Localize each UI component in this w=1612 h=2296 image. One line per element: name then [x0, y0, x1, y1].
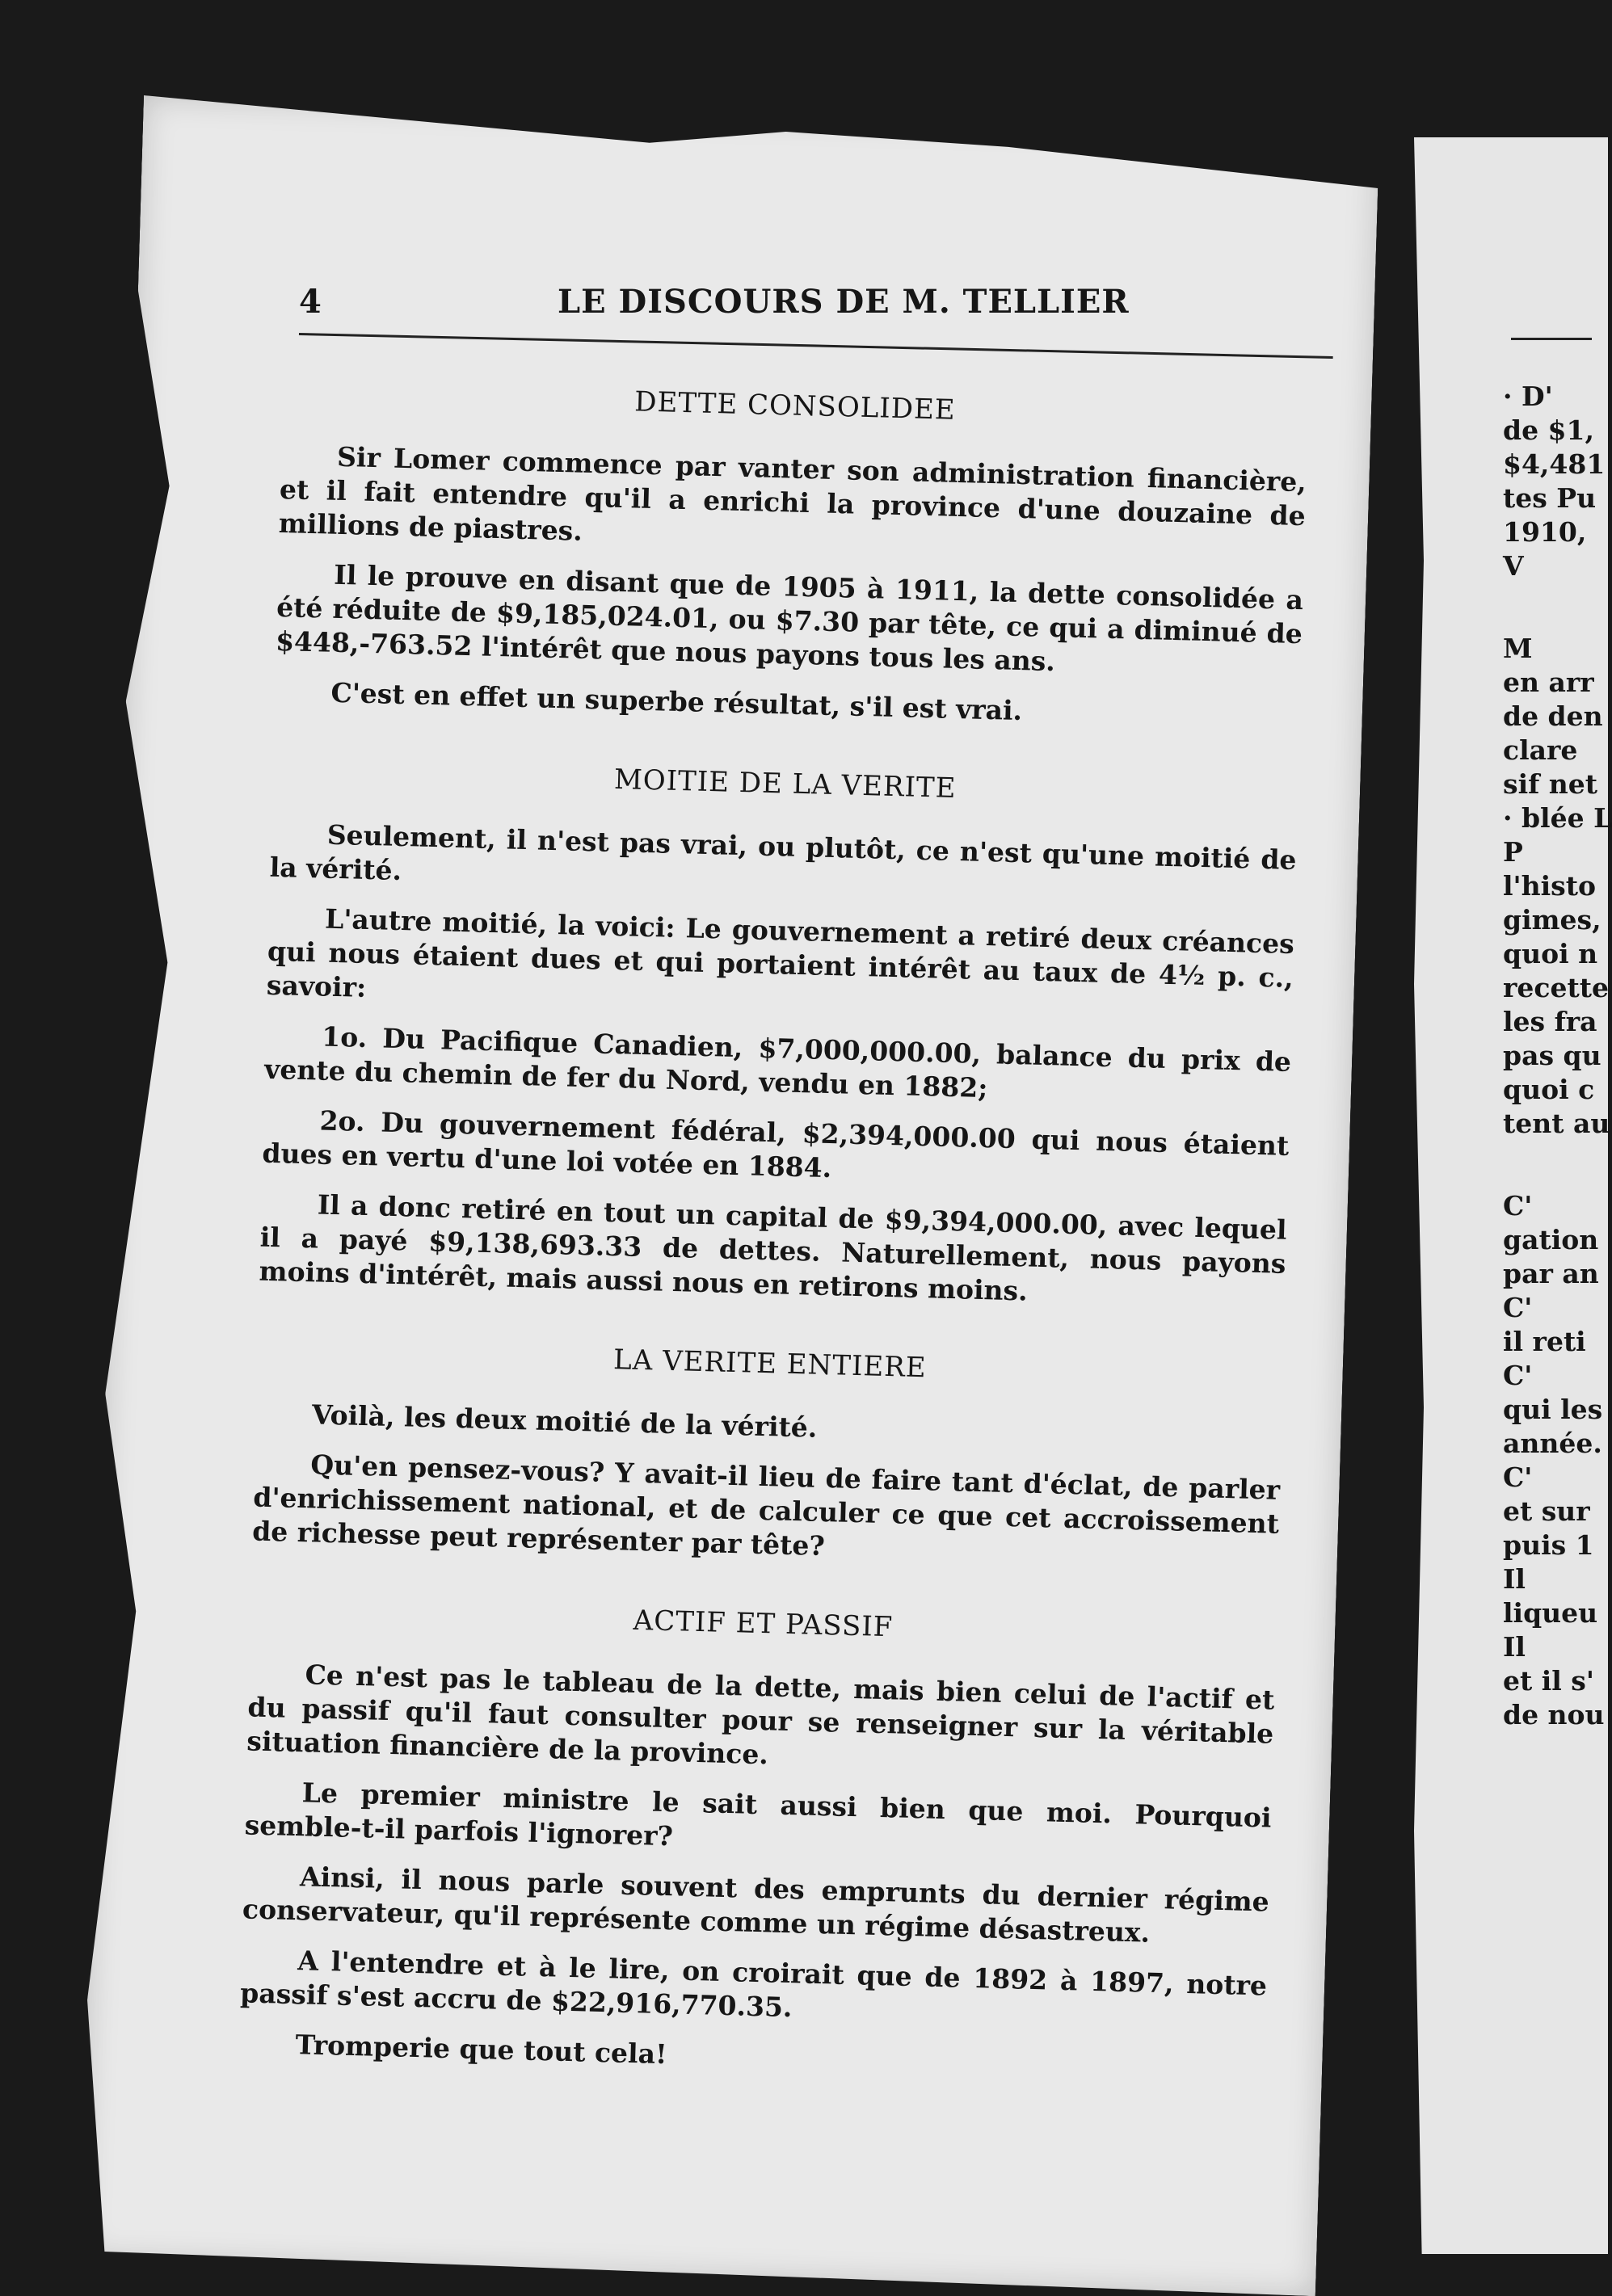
paragraph: Sir Lomer commence par vanter son administration financière, et il fait entendre qu'il a enrichi la province d'une douzaine de millions de piastres. [278, 440, 1307, 547]
section-heading: MOITIE DE LA VERITE [613, 763, 957, 805]
paragraph: Seulement, il n'est pas vrai, ou plutôt, ce n'est qu'une moitié de la vérité. [269, 818, 1297, 887]
right-page-fragment: de den [1503, 700, 1603, 732]
right-page-fragment: P [1503, 836, 1523, 868]
paragraph: 1o. Du Pacifique Canadien, $7,000,000.00, balance du prix de vente du chemin de fer du Nord, vendu en 1882; [263, 1020, 1292, 1104]
right-page-fragment: V [1503, 550, 1524, 582]
right-page-fragment: tent au [1503, 1108, 1610, 1139]
section-actif-et-passif [238, 1593, 1277, 2087]
right-page-fragment [1503, 583, 1600, 632]
paragraph: L'autre moitié, la voici: Le gouvernement a retiré deux créances qui nous étaient dues et qui portaient intérêt au taux de 4½ p. c., savoir: [266, 902, 1295, 1003]
right-page-fragment: quoi c [1503, 1074, 1595, 1105]
right-page-fragment: en arr [1503, 667, 1594, 698]
right-page-fragment: tes Pu [1503, 482, 1597, 514]
page-header [299, 283, 1333, 331]
right-page-fragment: année. [1503, 1428, 1602, 1459]
paragraph: Il le prouve en disant que de 1905 à 1911, la dette consolidée a été réduite de $9,185,024.01, ou $7.30 par tête, ce qui a diminué de $448,-763.52 l'intérêt que nous payons tous les ans. [275, 558, 1304, 678]
right-page-fragment: · D' [1503, 381, 1553, 412]
right-page-fragment: liqueu [1503, 1597, 1598, 1629]
right-page-fragment: gimes, [1503, 904, 1601, 936]
right-page-fragment: l'histo [1503, 870, 1597, 902]
section-heading: DETTE CONSOLIDEE [633, 385, 957, 427]
right-page-fragment: qui les [1503, 1394, 1603, 1425]
right-page-fragment [1503, 1141, 1600, 1189]
section-moitie-de-la-verite [259, 754, 1298, 1315]
section-heading: LA VERITE ENTIERE [612, 1344, 928, 1385]
right-page-fragment: $4,481 [1503, 448, 1606, 480]
right-page-fragment: Il [1503, 1631, 1526, 1663]
right-page-header-rule [1511, 338, 1592, 340]
right-page-fragment: M [1503, 633, 1533, 664]
right-page-fragment: les fra [1503, 1006, 1597, 1037]
right-page-fragment: pas qu [1503, 1040, 1601, 1071]
right-page-fragment: · blée L [1503, 802, 1612, 834]
right-page-fragment: de nou [1503, 1699, 1605, 1730]
paragraph: Ce n'est pas le tableau de la dette, mais bien celui de l'actif et du passif qu'il faut consulter pour se renseigner sur la véritable situation financière de la province. [246, 1659, 1275, 1771]
right-page-fragment: puis 1 [1503, 1529, 1594, 1561]
running-title: LE DISCOURS DE M. TELLIER [558, 283, 1130, 321]
paragraph: Voilà, les deux moitié de la vérité. [311, 1398, 818, 1444]
paragraph: Ainsi, il nous parle souvent des emprunts du dernier régime conservateur, qu'il représente comme un régime désastreux. [242, 1861, 1270, 1949]
paragraph: Qu'en pensez-vous? Y avait-il lieu de faire tant d'éclat, de parler d'enrichissement national, et de calculer ce que cet accroissement de richesse peut représenter par tête? [251, 1449, 1281, 1562]
right-page-fragment: gation [1503, 1224, 1599, 1255]
right-page-fragment: C' [1503, 1360, 1533, 1391]
right-page-fragment: recette [1503, 972, 1609, 1003]
right-page-fragment: C' [1503, 1461, 1533, 1493]
paragraph: Le premier ministre le sait aussi bien que moi. Pourquoi semble-t-il parfois l'ignorer? [244, 1777, 1272, 1852]
page-number: 4 [299, 283, 322, 321]
right-page-fragment: clare [1503, 734, 1578, 766]
right-page-fragment: Il [1503, 1563, 1526, 1595]
section-la-verite-entiere [252, 1334, 1284, 1575]
right-page-fragment: quoi n [1503, 938, 1598, 969]
right-page-fragment: C' [1503, 1292, 1533, 1323]
right-page-fragment: par an [1503, 1258, 1599, 1289]
section-heading: ACTIF ET PASSIF [633, 1604, 894, 1644]
main-text-column [238, 368, 1309, 2104]
right-page-fragment: et il s' [1503, 1665, 1594, 1697]
paragraph: Il a donc retiré en tout un capital de $9,394,000.00, avec lequel il a payé $9,138,693.33 de dettes. Naturellement, nous payons moins d'intérêt, mais aussi nous en retirons moins. [259, 1188, 1287, 1307]
paragraph: C'est en effet un superbe résultat, s'il est vrai. [330, 676, 1023, 727]
right-page-fragment: de $1, [1503, 414, 1594, 446]
section-dette-consolidee [274, 376, 1308, 735]
right-page-fragment: 1910, [1503, 516, 1587, 548]
right-page-fragment: il reti [1503, 1326, 1586, 1357]
right-page-text-fragments [1503, 380, 1612, 1732]
paragraph: A l'entendre et à le lire, on croirait que de 1892 à 1897, notre passif s'est accru de $22,916,770.35. [239, 1945, 1268, 2024]
paragraph: 2o. Du gouvernement fédéral, $2,394,000.00 qui nous étaient dues en vertu d'une loi votée en 1884. [262, 1104, 1290, 1184]
right-page-fragment: et sur [1503, 1495, 1590, 1527]
right-page-fragment: sif net [1503, 768, 1598, 800]
paragraph: Tromperie que tout cela! [295, 2029, 668, 2071]
right-page-fragment: C' [1503, 1190, 1533, 1222]
